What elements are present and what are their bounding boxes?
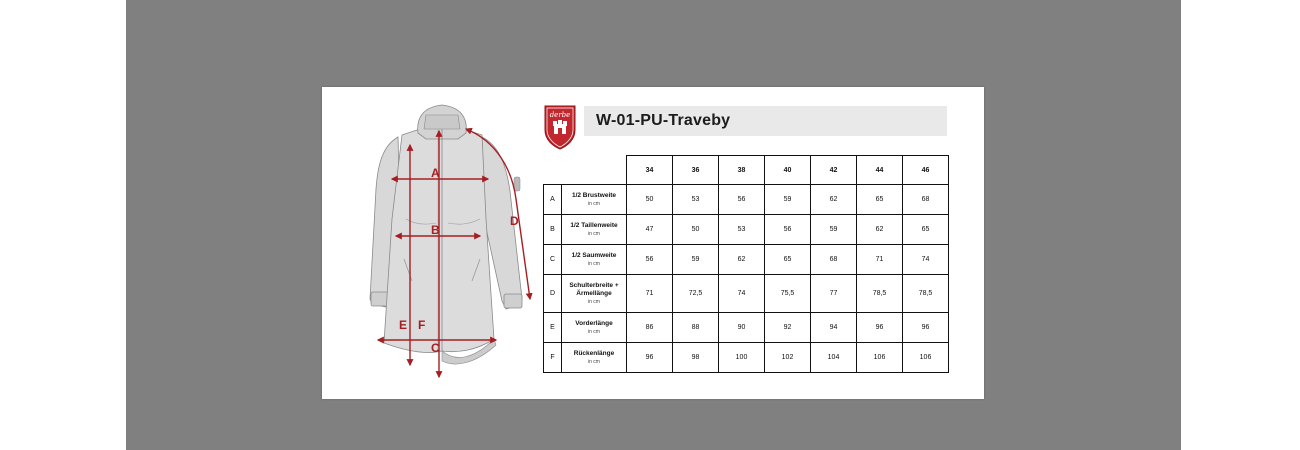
table-cell: 78,5 (903, 275, 949, 313)
row-unit: in cm (588, 200, 600, 207)
row-code: F (544, 343, 562, 373)
header-blank (562, 156, 627, 185)
table-cell: 78,5 (857, 275, 903, 313)
table-cell: 86 (627, 313, 673, 343)
row-label: Schulterbreite + Ärmellänge (569, 281, 619, 297)
row-unit: in cm (588, 328, 600, 335)
size-chart-card (322, 87, 984, 399)
table-cell: 59 (765, 185, 811, 215)
table-cell: 102 (765, 343, 811, 373)
table-cell: 65 (765, 245, 811, 275)
table-cell: 92 (765, 313, 811, 343)
table-cell: 59 (811, 215, 857, 245)
row-code: C (544, 245, 562, 275)
row-unit: in cm (588, 230, 600, 237)
table-cell: 53 (673, 185, 719, 215)
row-label-cell (562, 245, 627, 275)
table-cell: 106 (903, 343, 949, 373)
row-code: D (544, 275, 562, 313)
table-cell: 50 (627, 185, 673, 215)
table-cell: 50 (673, 215, 719, 245)
size-header: 44 (857, 156, 903, 185)
row-label: 1/2 Saumweite (571, 251, 617, 259)
table-cell: 98 (673, 343, 719, 373)
row-label-cell (562, 313, 627, 343)
marker-E: E (399, 318, 408, 332)
table-row (544, 343, 949, 373)
table-cell: 75,5 (765, 275, 811, 313)
table-cell: 71 (627, 275, 673, 313)
table-cell: 72,5 (673, 275, 719, 313)
size-header: 42 (811, 156, 857, 185)
size-header: 40 (765, 156, 811, 185)
table-row (544, 275, 949, 313)
table-row (544, 245, 949, 275)
table-cell: 65 (903, 215, 949, 245)
right-cuff (504, 294, 522, 308)
row-label-cell (562, 185, 627, 215)
row-label-cell (562, 215, 627, 245)
table-cell: 96 (903, 313, 949, 343)
row-unit: in cm (588, 260, 600, 267)
table-row (544, 313, 949, 343)
size-header: 34 (627, 156, 673, 185)
table-cell: 56 (765, 215, 811, 245)
table-row (544, 215, 949, 245)
table-cell: 62 (811, 185, 857, 215)
row-label: Vorderlänge (575, 319, 613, 327)
marker-B: B (431, 223, 440, 237)
row-unit: in cm (588, 358, 600, 365)
table-cell: 77 (811, 275, 857, 313)
table-cell: 56 (719, 185, 765, 215)
size-header: 36 (673, 156, 719, 185)
table-cell: 74 (719, 275, 765, 313)
table-cell: 74 (903, 245, 949, 275)
marker-F: F (418, 318, 426, 332)
row-code: E (544, 313, 562, 343)
table-cell: 62 (857, 215, 903, 245)
table-cell: 59 (673, 245, 719, 275)
row-label-cell (562, 343, 627, 373)
marker-C: C (431, 341, 440, 355)
document-title: W-01-PU-Traveby (596, 112, 731, 129)
table-cell: 47 (627, 215, 673, 245)
size-header-row (544, 156, 949, 185)
header-blank (544, 156, 562, 185)
table-cell: 88 (673, 313, 719, 343)
row-label-cell (562, 275, 627, 313)
size-header: 38 (719, 156, 765, 185)
row-label: 1/2 Taillenweite (570, 221, 618, 229)
size-table (543, 155, 949, 373)
row-label: 1/2 Brustweite (571, 191, 617, 199)
size-header: 46 (903, 156, 949, 185)
row-label: Rückenlänge (573, 349, 615, 357)
table-cell: 68 (903, 185, 949, 215)
table-cell: 65 (857, 185, 903, 215)
table-cell: 96 (627, 343, 673, 373)
jacket-measurement-drawing (346, 99, 546, 389)
table-cell: 94 (811, 313, 857, 343)
brand-logo (543, 104, 577, 150)
table-cell: 62 (719, 245, 765, 275)
table-cell: 71 (857, 245, 903, 275)
row-code: A (544, 185, 562, 215)
table-cell: 96 (857, 313, 903, 343)
table-cell: 53 (719, 215, 765, 245)
table-cell: 68 (811, 245, 857, 275)
table-cell: 90 (719, 313, 765, 343)
table-cell: 104 (811, 343, 857, 373)
table-cell: 106 (857, 343, 903, 373)
row-code: B (544, 215, 562, 245)
title-bar (584, 106, 947, 136)
table-cell: 56 (627, 245, 673, 275)
row-unit: in cm (588, 298, 600, 305)
table-row (544, 185, 949, 215)
marker-D: D (510, 214, 519, 228)
marker-A: A (431, 166, 440, 180)
table-cell: 100 (719, 343, 765, 373)
logo-wordmark: derbe (549, 111, 571, 119)
